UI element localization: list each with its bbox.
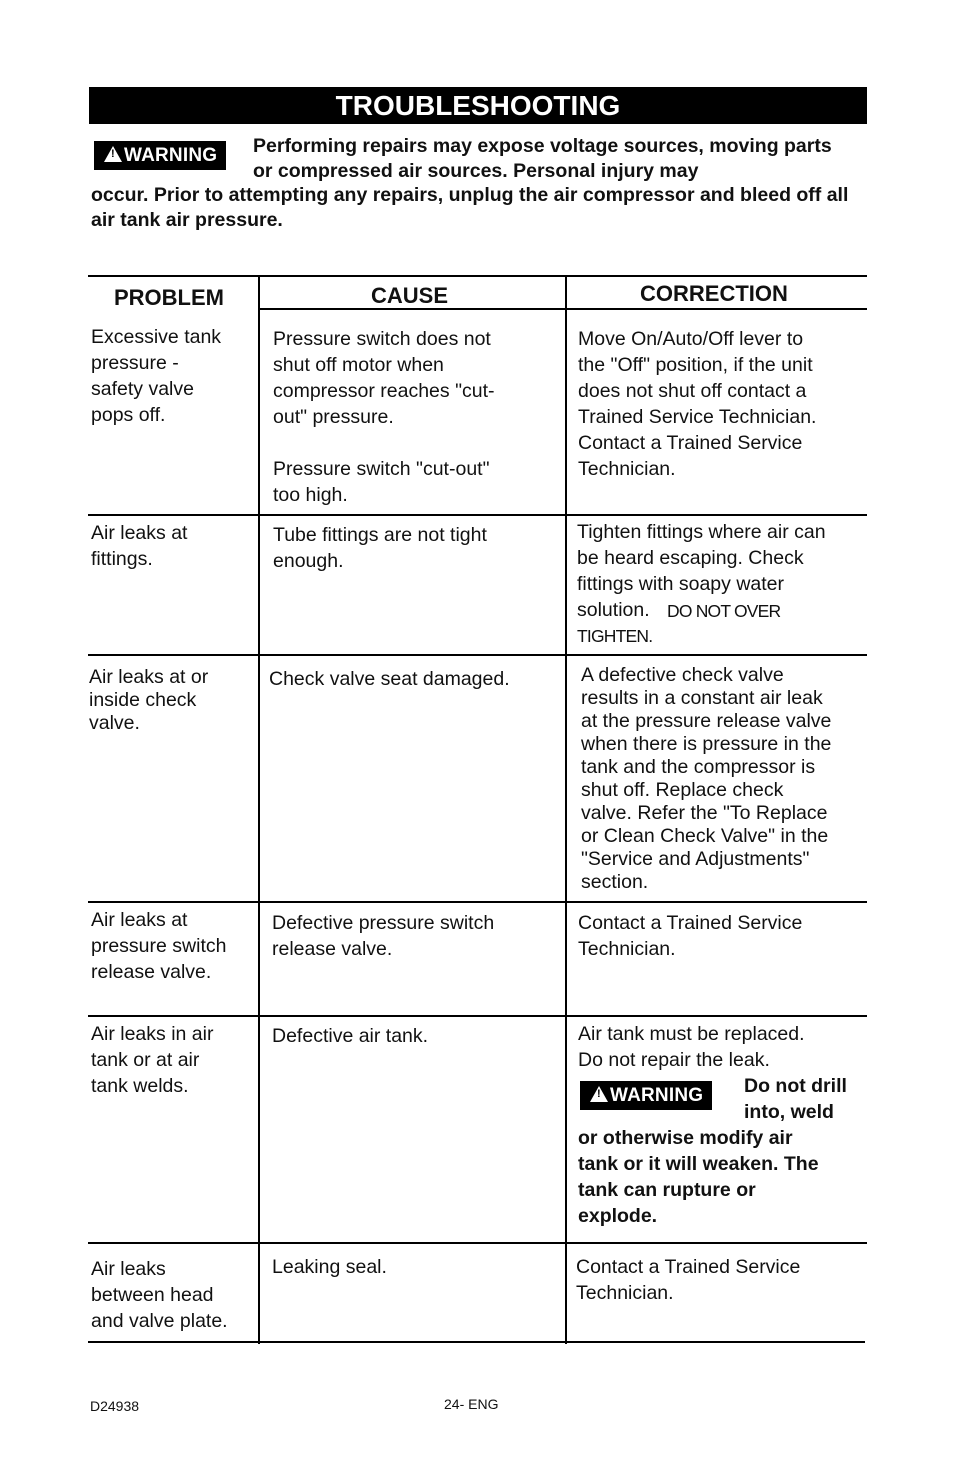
row1-cause: Pressure switch does not shut off motor when compressor reaches "cut- out" pressure. Pressure switch "cut-out" too high.: [273, 328, 495, 506]
row2-cause: Tube fittings are not tight enough.: [273, 524, 487, 572]
row-divider-5: [88, 1242, 867, 1244]
column-divider-1: [258, 276, 260, 1344]
row2-correction-caps-2: TIGHTEN.: [577, 626, 653, 646]
row4-cause: Defective pressure switch release valve.: [272, 912, 495, 960]
row3-cause: Check valve seat damaged.: [269, 668, 510, 690]
page-number: 24- ENG: [444, 1396, 499, 1412]
warning-triangle-icon: [104, 146, 122, 162]
row4-problem: Air leaks at pressure switch release valve.: [91, 909, 227, 983]
row-divider-4: [88, 1015, 867, 1017]
warning-triangle-icon: [590, 1086, 608, 1102]
row6-correction: Contact a Trained Service Technician.: [576, 1256, 801, 1304]
warning-badge: [94, 141, 226, 170]
row4-correction: Contact a Trained Service Technician.: [578, 912, 803, 960]
row5-cause: Defective air tank.: [272, 1025, 429, 1047]
row2-correction: Tighten fittings where air can be heard escaping. Check fittings with soapy water solution.: [577, 521, 826, 621]
row5-problem: Air leaks in air tank or at air tank welds.: [91, 1023, 214, 1097]
row-divider-3: [88, 901, 867, 903]
header-correction: CORRECTION: [640, 281, 788, 306]
row6-problem: Air leaks between head and valve plate.: [91, 1258, 228, 1332]
table-top-rule: [88, 275, 867, 277]
row5-warning-text-a: Do not drill into, weld: [744, 1075, 847, 1123]
row5-correction: Air tank must be replaced. Do not repair the leak.: [578, 1023, 805, 1071]
page-title: TROUBLESHOOTING: [89, 87, 867, 124]
column-divider-2: [565, 276, 567, 1344]
document-number: D24938: [90, 1398, 140, 1414]
warning-badge-label: WARNING: [610, 1085, 704, 1106]
row1-correction: Move On/Auto/Off lever to the "Off" position, if the unit does not shut off contact a Trained Service Technician. Contact a Trained Service Technician.: [578, 328, 817, 480]
header-problem: PROBLEM: [114, 285, 224, 310]
header-bottom-rule: [259, 308, 867, 310]
row3-problem: Air leaks at or inside check valve.: [89, 666, 209, 734]
row2-problem: Air leaks at fittings.: [91, 522, 188, 570]
row5-warning-text-b: or otherwise modify air tank or it will weaken. The tank can rupture or explode.: [578, 1127, 819, 1227]
row2-correction-caps-1: DO NOT OVER: [667, 601, 781, 621]
row-divider-2: [88, 654, 867, 656]
row5-warning-badge: [580, 1081, 712, 1110]
table-bottom-rule: [88, 1341, 865, 1343]
warning-badge-label: WARNING: [124, 145, 218, 166]
intro-warning-text-2: occur. Prior to attempting any repairs, unplug the air compressor and bleed off all air tank air pressure.: [91, 184, 849, 231]
header-cause: CAUSE: [371, 283, 449, 308]
intro-warning-text-1: Performing repairs may expose voltage sources, moving parts or compressed air sources. Personal injury may: [253, 135, 832, 182]
row3-correction: A defective check valve results in a constant air leak at the pressure release valve when there is pressure in the tank and the compressor is shut off. Replace check valve. Refer the "To Replace or Clean Check Valve" in the "Service and Adjustments" section.: [581, 664, 832, 893]
row1-problem: Excessive tank pressure - safety valve pops off.: [91, 326, 222, 426]
row-divider-1: [88, 514, 867, 516]
row6-cause: Leaking seal.: [272, 1256, 387, 1278]
